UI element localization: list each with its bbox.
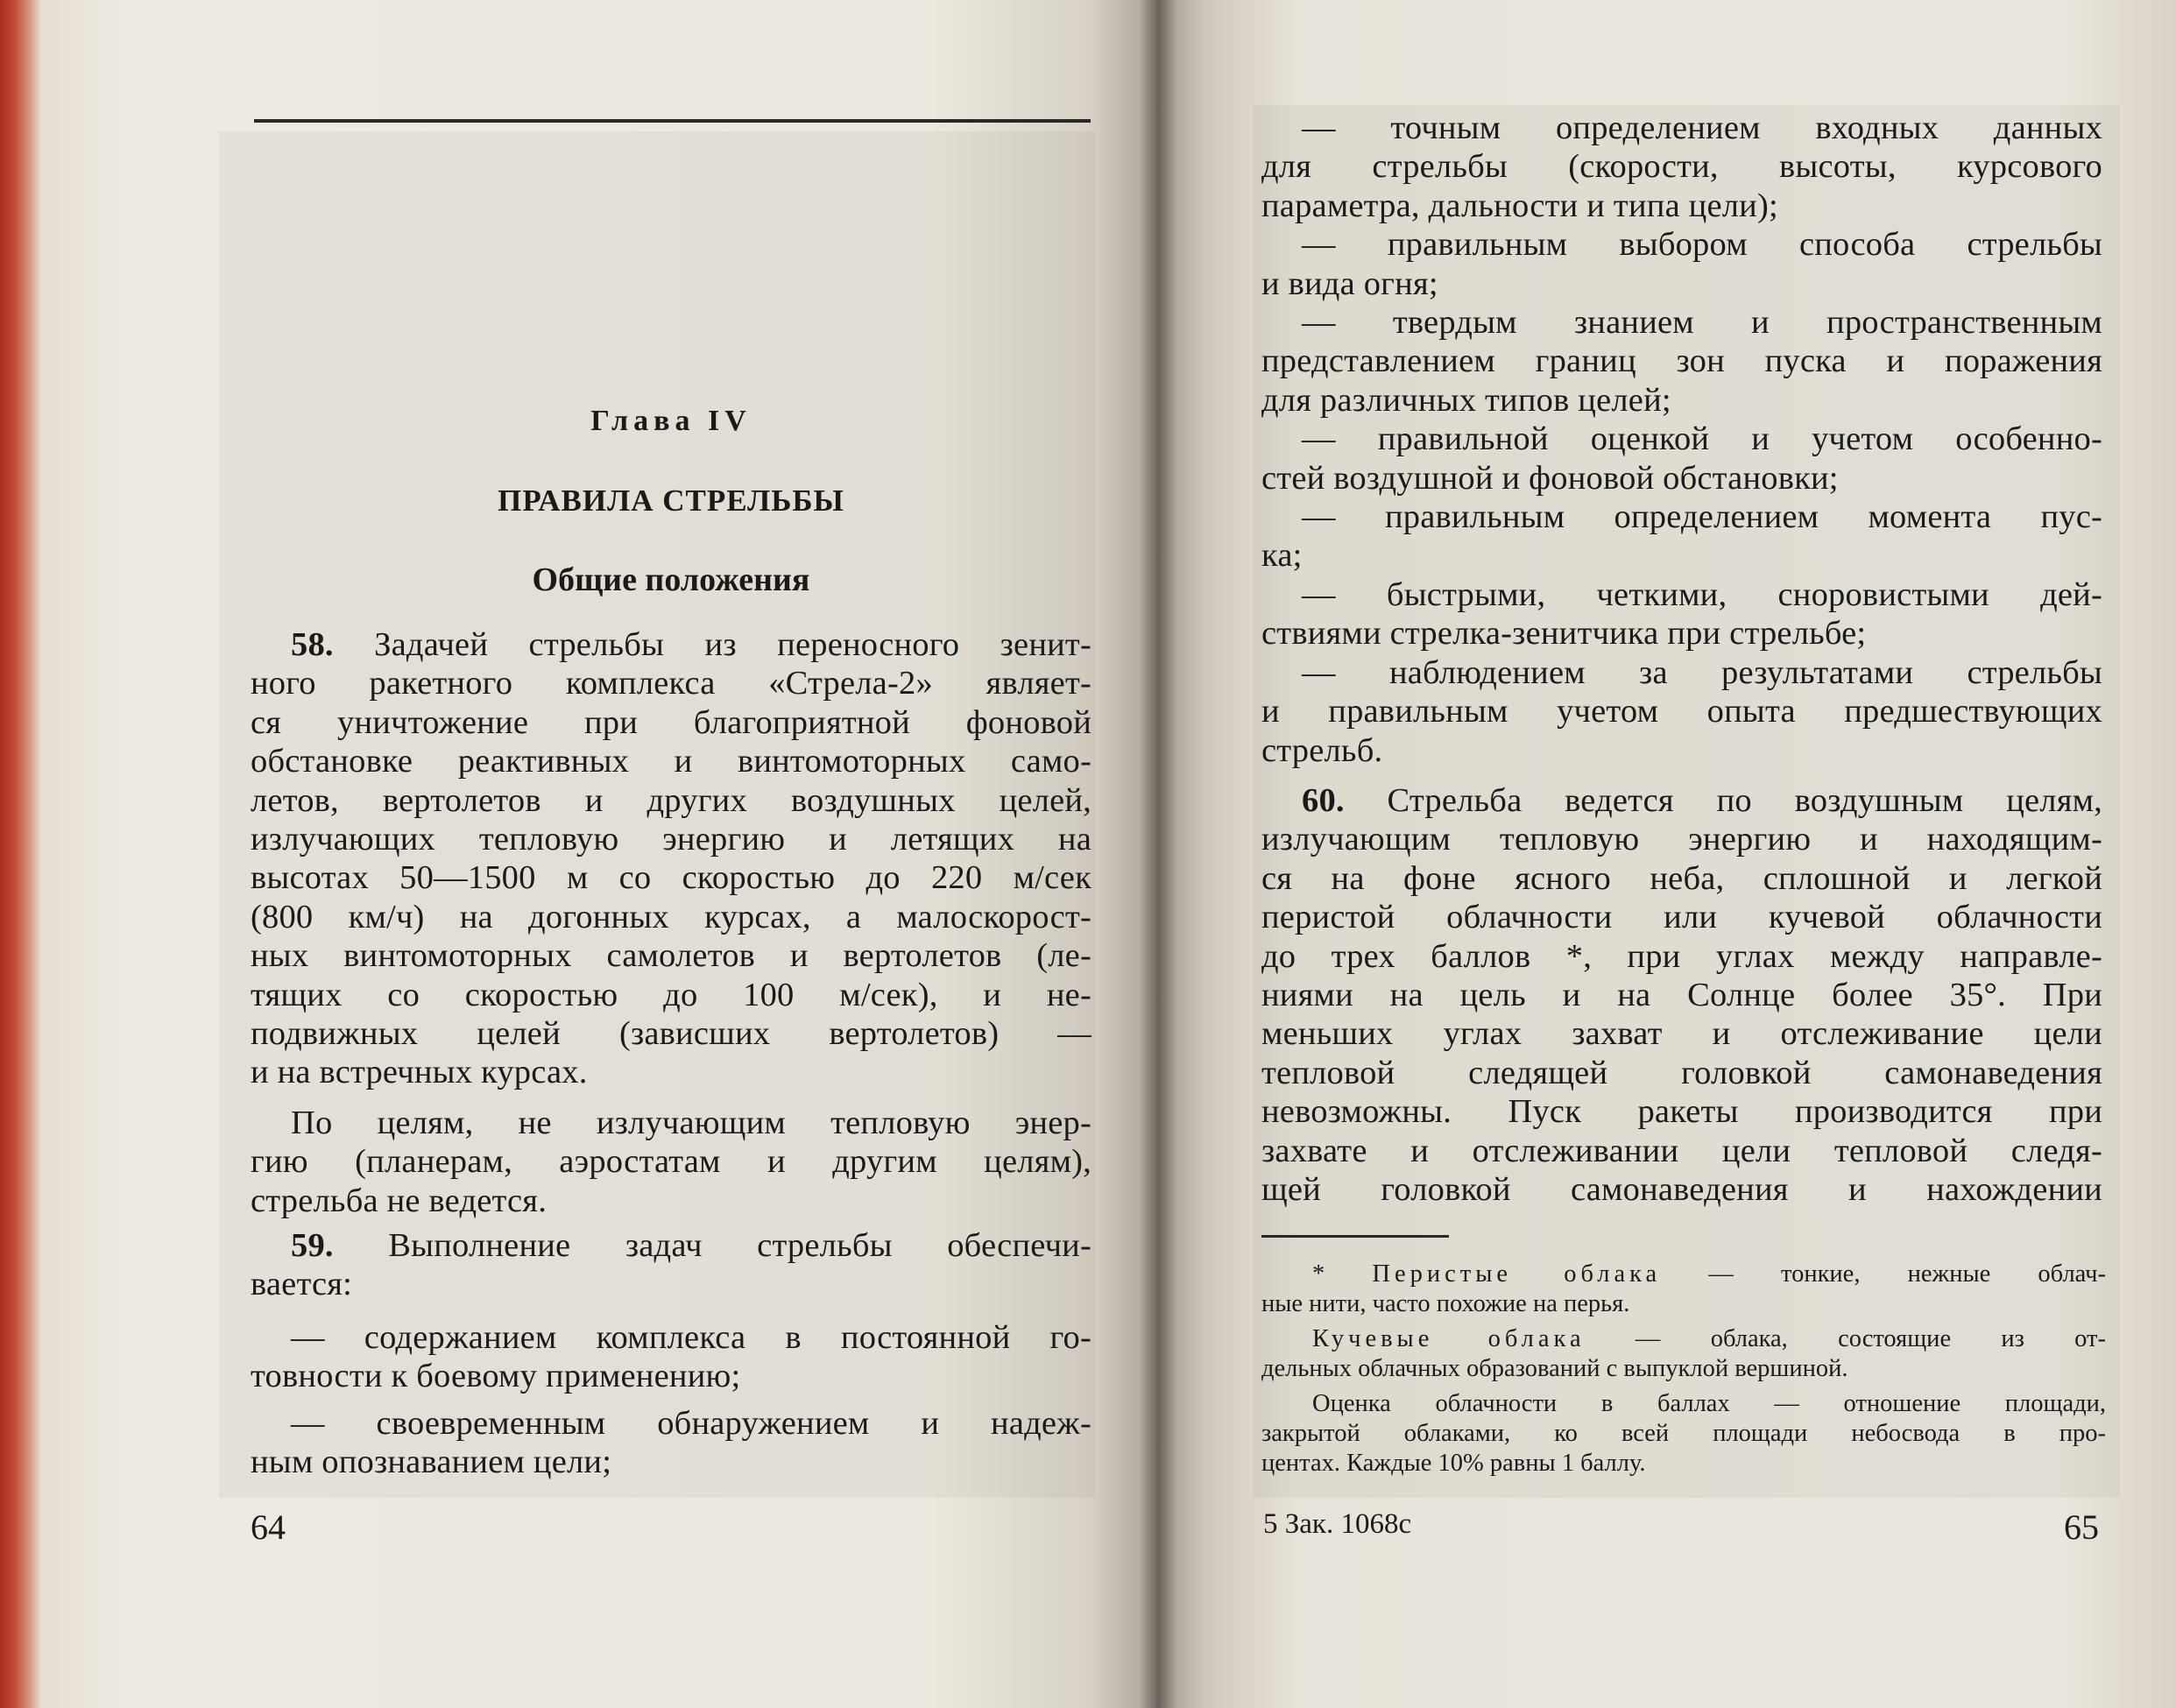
paragraph-number: 58. (291, 626, 334, 663)
footnote-rule (1261, 1235, 1449, 1238)
paragraph-59-item-1 (251, 1318, 1092, 1396)
footnote-cirrus (1261, 1260, 2106, 1319)
text-line: до трех баллов *, при углах между направле- (1261, 937, 2102, 975)
text-line: стей воздушной и фоновой обстановки; (1261, 459, 1839, 497)
text-line (1261, 781, 2102, 820)
text-line: — наблюдением за результатами стрельбы (1302, 653, 2102, 691)
text-line (251, 625, 1092, 664)
text-line: — твердым знанием и пространственным (1302, 304, 2102, 342)
paragraph-59-item-2 (251, 1404, 1092, 1482)
text-line: Оценка облачности в баллах — отношение площади, (1312, 1390, 2106, 1417)
printer-signature: 5 Зак. 1068с (1263, 1508, 1412, 1540)
paragraph-number: 60. (1302, 782, 1345, 819)
text-line: подвижных целей (зависших вертолетов) — (251, 1015, 1092, 1053)
text-line: и правильным учетом опыта предшествующих (1261, 693, 2102, 730)
text-line: излучающих тепловую энергию и летящих на (251, 821, 1092, 858)
text-line: По целям, не излучающим тепловую энер- (291, 1105, 1092, 1141)
text-line-content: — тонкие, нежные облач- (1661, 1260, 2106, 1288)
text-line: для различных типов целей; (1261, 381, 1671, 419)
page-number-left: 64 (251, 1507, 286, 1547)
paragraph-58 (251, 625, 1092, 1092)
page-number-right: 65 (2064, 1507, 2099, 1547)
text-line-content: Стрельба ведется по воздушным целям, (1387, 782, 2102, 819)
text-line: ся на фоне ясного неба, сплошной и легкой (1261, 859, 2102, 897)
text-line: представлением границ зон пуска и поражения (1261, 342, 2102, 380)
text-line: обстановке реактивных и винтомоторных само- (251, 743, 1092, 780)
text-line-content: Выполнение задач стрельбы обеспечи- (388, 1227, 1092, 1264)
paragraph-59-list-continued (1261, 109, 2102, 770)
text-line: параметра, дальности и типа цели); (1261, 187, 1778, 224)
text-line: — быстрыми, четкими, сноровистыми дей- (1302, 575, 2102, 613)
footnote-cumulus (1261, 1324, 2106, 1384)
text-line: — правильным определением момента пус- (1302, 498, 2102, 536)
text-line: ка; (1261, 537, 1303, 575)
paragraph-59 (251, 1226, 1092, 1304)
footnote-term: Кучевые облака (1312, 1325, 1586, 1352)
text-line: тящих со скоростью до 100 м/сек), и не- (251, 976, 1092, 1013)
text-line: дельных облачных образований с выпуклой вершиной. (1261, 1355, 1848, 1382)
paragraph-58-continued (251, 1104, 1092, 1220)
page-gutter (1139, 0, 1177, 1708)
top-rule (254, 119, 1091, 123)
text-line: щей головкой самонаведения и нахождении (1261, 1171, 2102, 1209)
text-line: тепловой следящей головкой самонаведения (1261, 1054, 2102, 1091)
text-line: ствиями стрелка-зенитчика при стрельбе; (1261, 615, 1867, 653)
text-line: невозможны. Пуск ракеты производится при (1261, 1093, 2102, 1131)
text-line: для стрельбы (скорости, высоты, курсового (1261, 148, 2102, 186)
footnote-mark: * (1312, 1260, 1373, 1288)
text-line: перистой облачности или кучевой облачности (1261, 899, 2102, 936)
chapter-title: ПРАВИЛА СТРЕЛЬБЫ (498, 483, 844, 518)
text-line: — правильным выбором способа стрельбы (1302, 226, 2102, 264)
text-line (1261, 1324, 2106, 1354)
text-line: и вида огня; (1261, 265, 1438, 302)
text-line: вается: (251, 1266, 353, 1303)
text-line: ных винтомоторных самолетов и вертолетов (ле- (251, 937, 1092, 975)
text-line: ниями на цель и на Солнце более 35°. При (1261, 977, 2102, 1014)
text-line: ного ракетного комплекса «Стрела-2» являет- (251, 665, 1092, 702)
text-line: излучающим тепловую энергию и находящим- (1261, 821, 2102, 858)
text-line: захвате и отслеживании цели тепловой следя- (1261, 1132, 2102, 1169)
paragraph-60 (1261, 781, 2102, 1209)
footnote-term: Перистые облака (1372, 1260, 1662, 1288)
text-line: летов, вертолетов и других воздушных целей, (251, 781, 1092, 819)
paragraph-number: 59. (291, 1227, 334, 1264)
text-line: стрельб. (1261, 731, 1383, 769)
text-line: (800 км/ч) на догонных курсах, а малоскорост- (251, 898, 1092, 935)
text-line: и на встречных курсах. (251, 1054, 588, 1091)
text-line: центах. Каждые 10% равны 1 баллу. (1261, 1450, 1646, 1477)
text-line: закрытой облаками, ко всей площади небосвода в про- (1261, 1420, 2106, 1447)
text-line: — правильной оценкой и учетом особенно- (1302, 420, 2102, 458)
text-line: высотах 50—1500 м со скоростью до 220 м/сек (251, 859, 1092, 897)
text-line: ные нити, часто похожие на перья. (1261, 1290, 1630, 1317)
chapter-number: Глава IV (590, 405, 752, 437)
text-line: товности к боевому применению; (251, 1358, 741, 1395)
text-line: ным опознаванием цели; (251, 1443, 612, 1481)
text-line: — точным определением входных данных (1302, 109, 2102, 146)
text-line: меньших углах захват и отслеживание цели (1261, 1015, 2102, 1053)
text-line-content: Задачей стрельбы из переносного зенит- (374, 626, 1092, 663)
book-cover-edge (0, 0, 42, 1708)
text-line-content: — облака, состоящие из от- (1585, 1325, 2106, 1352)
text-line: стрельба не ведется. (251, 1182, 548, 1219)
text-line: — содержанием комплекса в постоянной го- (291, 1319, 1092, 1356)
text-line (1261, 1260, 2106, 1289)
text-line: ся уничтожение при благоприятной фоновой (251, 703, 1092, 741)
text-line (251, 1226, 1092, 1265)
footnote-cloudiness (1261, 1389, 2106, 1479)
text-line: гию (планерам, аэростатам и другим целям), (251, 1143, 1092, 1181)
text-line: — своевременным обнаружением и надеж- (291, 1405, 1092, 1442)
section-title: Общие положения (532, 561, 810, 598)
